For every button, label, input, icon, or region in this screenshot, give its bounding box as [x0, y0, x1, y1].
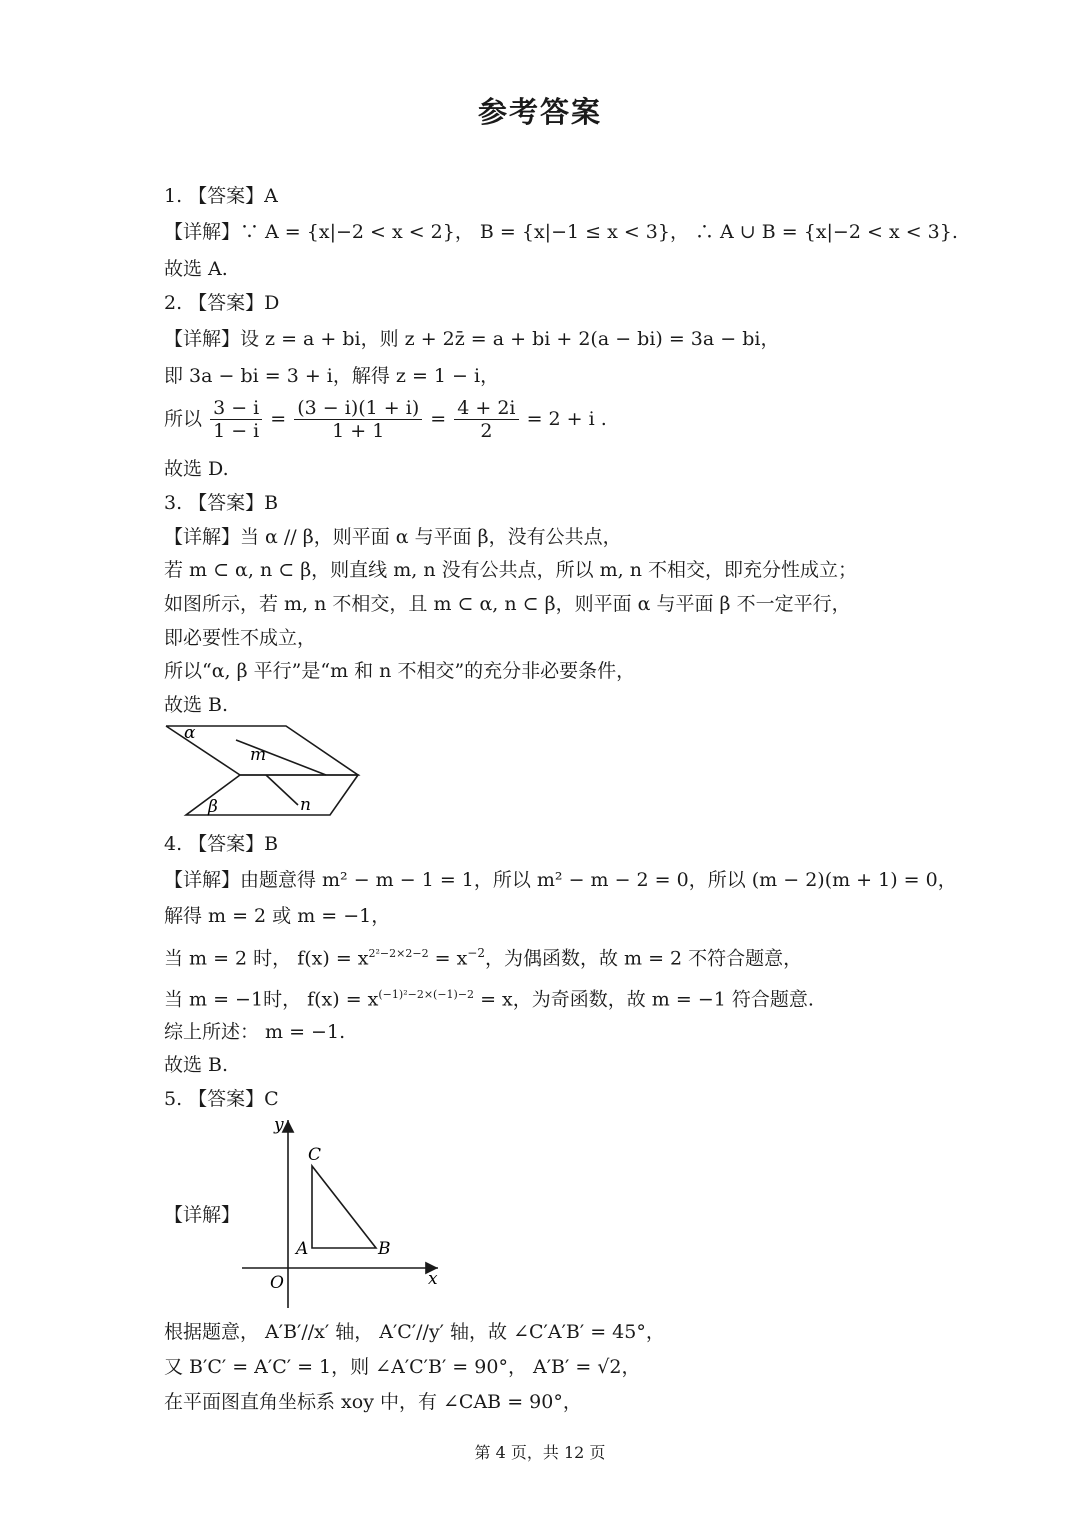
q2-f1-den: 1 − i: [213, 420, 260, 442]
q2-fraction-1: [210, 397, 262, 442]
q1-detail: 【详解】∵ A = {x|−2 < x < 2}， B = {x|−1 ≤ x < 3}， ∴ A ∪ B = {x|−2 < x < 3}.: [164, 221, 958, 243]
triangle-abc: [312, 1166, 376, 1248]
line-n: [266, 775, 298, 805]
q5-line3: 在平面图直角坐标系 xoy 中，有 ∠CAB = 90°，: [164, 1391, 582, 1413]
q2-f2-num: (3 − i)(1 + i): [294, 397, 422, 420]
q4-line4-b: = x，为奇函数，故 m = −1 符合题意.: [474, 988, 814, 1011]
q5-detail-label: 【详解】: [164, 1204, 241, 1226]
q4-detail: 【详解】由题意得 m² − m − 1 = 1，所以 m² − m − 2 = 0，所以 (m − 2)(m + 1) = 0，: [164, 869, 957, 891]
q4-line3-exp: 2²−2×2−2: [368, 947, 429, 960]
q3-line2: 若 m ⊂ α, n ⊂ β，则直线 m, n 没有公共点，所以 m, n 不相交，即充分性成立；: [164, 559, 858, 581]
q4-line2: 解得 m = 2 或 m = −1，: [164, 905, 391, 927]
q5-answer: 5. 【答案】C: [164, 1088, 279, 1110]
q4-line4-exp: (−1)²−2×(−1)−2: [378, 988, 475, 1001]
q3-line3: 如图所示，若 m, n 不相交，且 m ⊂ α, n ⊂ β，则平面 α 与平面 β 不一定平行，: [164, 593, 851, 615]
q5-coordinate-figure: [236, 1112, 450, 1314]
page-title: 参考答案: [477, 95, 602, 129]
page-footer: 第 4 页，共 12 页: [474, 1443, 606, 1462]
q2-so-prefix: 所以: [164, 407, 203, 430]
q2-fraction-line: [164, 397, 607, 442]
q3-choose: 故选 B.: [164, 694, 229, 716]
q1-choose: 故选 A.: [164, 258, 228, 280]
q3-planes-figure: [160, 720, 370, 822]
q2-eq2: =: [430, 407, 447, 430]
q4-line3-a: 当 m = 2 时， f(x) = x: [164, 947, 369, 970]
label-m: m: [250, 745, 267, 765]
label-A: A: [296, 1239, 309, 1259]
q2-line2: 即 3a − bi = 3 + i，解得 z = 1 − i，: [164, 365, 500, 387]
q2-f3-den: 2: [480, 420, 493, 442]
label-y: y: [274, 1115, 284, 1135]
q5-line1: 根据题意， A′B′//x′ 轴， A′C′//y′ 轴，故 ∠C′A′B′ = 45°，: [164, 1321, 665, 1343]
q2-f2-den: 1 + 1: [332, 420, 385, 442]
q4-answer: 4. 【答案】B: [164, 833, 279, 855]
label-beta: β: [208, 797, 218, 817]
q2-f1-num: 3 − i: [210, 397, 262, 420]
q2-detail: 【详解】设 z = a + bi，则 z + 2z̄ = a + bi + 2(a − bi) = 3a − bi，: [164, 328, 780, 350]
q4-line3: [164, 941, 802, 970]
q3-line5: 所以“α, β 平行”是“m 和 n 不相交”的充分非必要条件，: [164, 660, 636, 682]
label-C: C: [308, 1145, 322, 1165]
label-B: B: [378, 1239, 391, 1259]
q4-choose: 故选 B.: [164, 1054, 229, 1076]
q2-answer: 2. 【答案】D: [164, 292, 280, 314]
q3-line4: 即必要性不成立，: [164, 627, 317, 649]
q2-choose: 故选 D.: [164, 458, 229, 480]
label-alpha: α: [184, 723, 196, 743]
q4-line4: [164, 983, 814, 1011]
q4-line3-b: = x: [428, 947, 468, 970]
label-n: n: [300, 795, 311, 815]
q3-answer: 3. 【答案】B: [164, 492, 279, 514]
q2-fraction-2: [294, 397, 422, 442]
q4-line3-exp2: −2: [467, 946, 485, 960]
q4-line5: 综上所述： m = −1.: [164, 1021, 346, 1043]
q4-line4-a: 当 m = −1时， f(x) = x: [164, 988, 379, 1011]
q2-fraction-3: [454, 397, 518, 442]
q5-line2: 又 B′C′ = A′C′ = 1，则 ∠A′C′B′ = 90°， A′B′ = √2，: [164, 1356, 641, 1378]
q2-f3-num: 4 + 2i: [454, 397, 518, 420]
q2-eq1: =: [270, 407, 287, 430]
q2-tail: = 2 + i .: [526, 407, 607, 430]
label-O: O: [270, 1273, 284, 1293]
label-x: x: [428, 1269, 438, 1289]
q1-answer: 1. 【答案】A: [164, 185, 278, 207]
q3-detail: 【详解】当 α // β，则平面 α 与平面 β，没有公共点，: [164, 526, 622, 548]
q4-line3-c: ，为偶函数，故 m = 2 不符合题意，: [485, 947, 803, 970]
